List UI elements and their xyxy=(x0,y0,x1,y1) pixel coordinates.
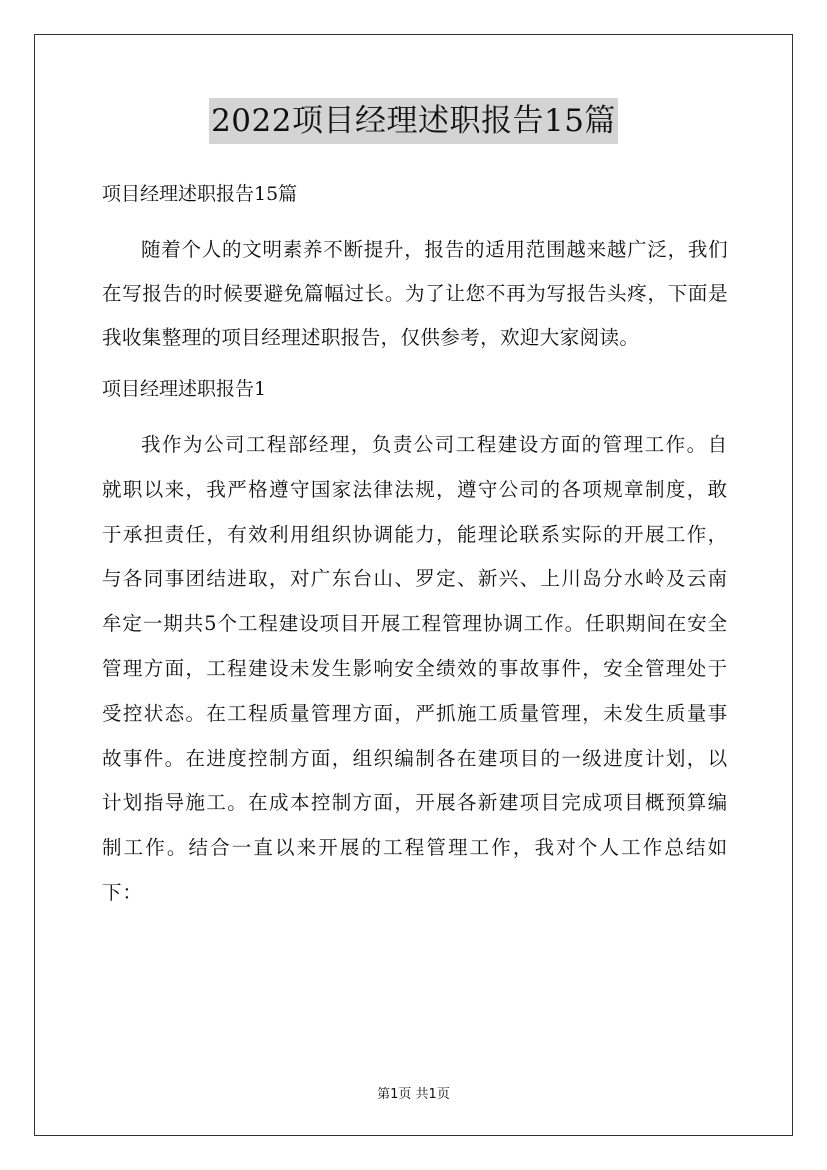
document-subtitle: 项目经理述职报告15篇 xyxy=(102,183,298,205)
document-title: 2022项目经理述职报告15篇 xyxy=(209,98,618,144)
title-container xyxy=(0,98,827,144)
document-body xyxy=(102,172,728,916)
section-paragraph: 我作为公司工程部经理，负责公司工程建设方面的管理工作。自就职以来，我严格遵守国家法律法规，遵守公司的各项规章制度，敢于承担责任，有效利用组织协调能力，能理论联系实际的开展工作，与各同事团结进取，对广东台山、罗定、新兴、上川岛分水岭及云南牟定一期共5个工程建设项目开展工程管理协调工作。任职期间在安全管理方面，工程建设未发生影响安全绩效的事故事件，安全管理处于受控状态。在工程质量管理方面，严抓施工质量管理，未发生质量事故事件。在进度控制方面，组织编制各在建项目的一级进度计划，以计划指导施工。在成本控制方面，开展各新建项目完成项目概预算编制工作。结合一直以来开展的工程管理工作，我对个人工作总结如下： xyxy=(102,433,728,904)
intro-paragraph: 随着个人的文明素养不断提升，报告的适用范围越来越广泛，我们在写报告的时候要避免篇幅过长。为了让您不再为写报告头疼，下面是我收集整理的项目经理述职报告，仅供参考，欢迎大家阅读。 xyxy=(102,238,728,349)
section-heading: 项目经理述职报告1 xyxy=(102,378,267,400)
page-number: 第1页 共1页 xyxy=(377,1087,450,1102)
